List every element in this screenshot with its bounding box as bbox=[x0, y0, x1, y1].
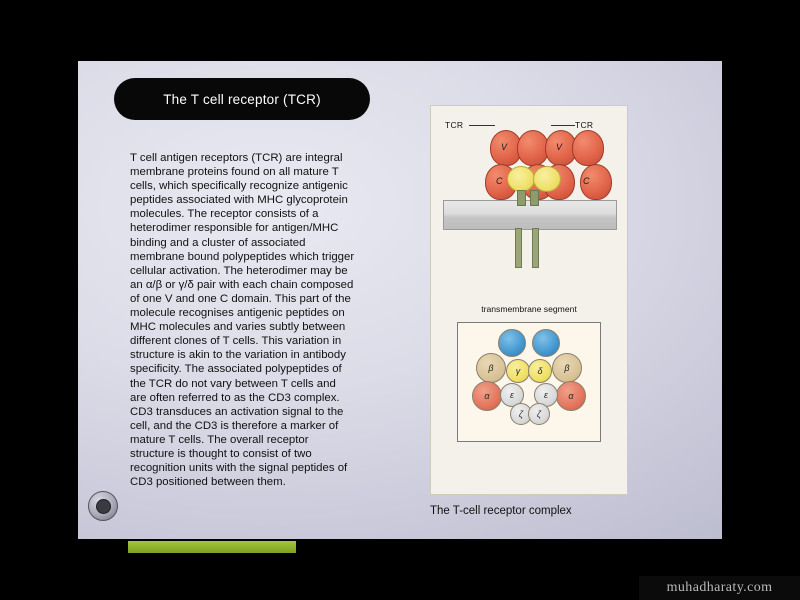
watermark bbox=[639, 576, 800, 600]
subunit-zeta-left: ζ bbox=[510, 403, 532, 425]
subunit-alpha-right: α bbox=[556, 381, 586, 411]
figure-container bbox=[430, 105, 628, 517]
subunit-delta: δ bbox=[528, 359, 552, 383]
tcr-diagram-image bbox=[430, 105, 628, 495]
progress-bar-fill bbox=[128, 541, 296, 553]
slide-title-banner bbox=[114, 78, 370, 120]
leader-line-right bbox=[551, 125, 575, 126]
leader-line-left bbox=[469, 125, 495, 126]
slide bbox=[78, 61, 722, 539]
subunit-zeta-right: ζ bbox=[528, 403, 550, 425]
progress-bar-track[interactable] bbox=[78, 541, 722, 553]
domain-label-c-left: C bbox=[496, 176, 503, 186]
subunit-beta-left: β bbox=[476, 353, 506, 383]
subunit-blue-left bbox=[498, 329, 526, 357]
stalk-lower-right bbox=[532, 228, 539, 268]
figure-caption: The T-cell receptor complex bbox=[430, 505, 572, 517]
subunit-beta-right: β bbox=[552, 353, 582, 383]
play-pause-icon bbox=[96, 499, 111, 514]
subunit-alpha-left: α bbox=[472, 381, 502, 411]
play-pause-button[interactable] bbox=[88, 491, 118, 521]
domain-label-v-right: V bbox=[556, 142, 563, 152]
tcr-label-right: TCR bbox=[575, 120, 594, 130]
subunit-gamma: γ bbox=[506, 359, 530, 383]
stalk-upper-right bbox=[530, 190, 539, 206]
stalk-upper-left bbox=[517, 190, 526, 206]
subunit-epsilon-right: ε bbox=[534, 383, 558, 407]
watermark-text: muhadharaty.com bbox=[666, 580, 773, 595]
cd3-complex-box bbox=[457, 322, 601, 442]
domain-label-c-right: C bbox=[583, 176, 590, 186]
cd3-blob-right bbox=[533, 166, 561, 192]
subunit-blue-right bbox=[532, 329, 560, 357]
slide-body-text: T cell antigen receptors (TCR) are integral membrane proteins found on all mature T cells, which specifically recognize antigenic peptides associated with MHC glycoprotein molecules. The receptor consists of a heterodimer responsible for antigen/MHC binding and a cluster of associated membrane bound polypeptides which trigger cellular activation. The heterodimer may be an α/β or γ/δ pair with each chain composed of one V and one C domain. This part of the molecule recognises antigenic peptides on MHC molecules and varies subtly between different clones of T cells. This variation in structure is akin to the variation in antibody specificity. The associated polypeptides of the TCR do not vary between T cells and are often referred to as the CD3 complex. CD3 transduces an activation signal to the cell, and the CD3 is therefore a marker of mature T cells. The overall receptor structure is thought to consist of two recognition units with the signal peptides of CD3 positioned between them. bbox=[130, 152, 355, 489]
page-title: The T cell receptor (TCR) bbox=[163, 91, 321, 107]
subunit-epsilon-left: ε bbox=[500, 383, 524, 407]
tcr-label-left: TCR bbox=[445, 120, 464, 130]
chain-v-right-b bbox=[572, 130, 604, 166]
stalk-lower-left bbox=[515, 228, 522, 268]
tcr-upper-diagram bbox=[433, 108, 625, 298]
domain-label-v-left: V bbox=[501, 142, 508, 152]
cd3-blob-left bbox=[507, 166, 535, 192]
transmembrane-label: transmembrane segment bbox=[481, 304, 577, 314]
